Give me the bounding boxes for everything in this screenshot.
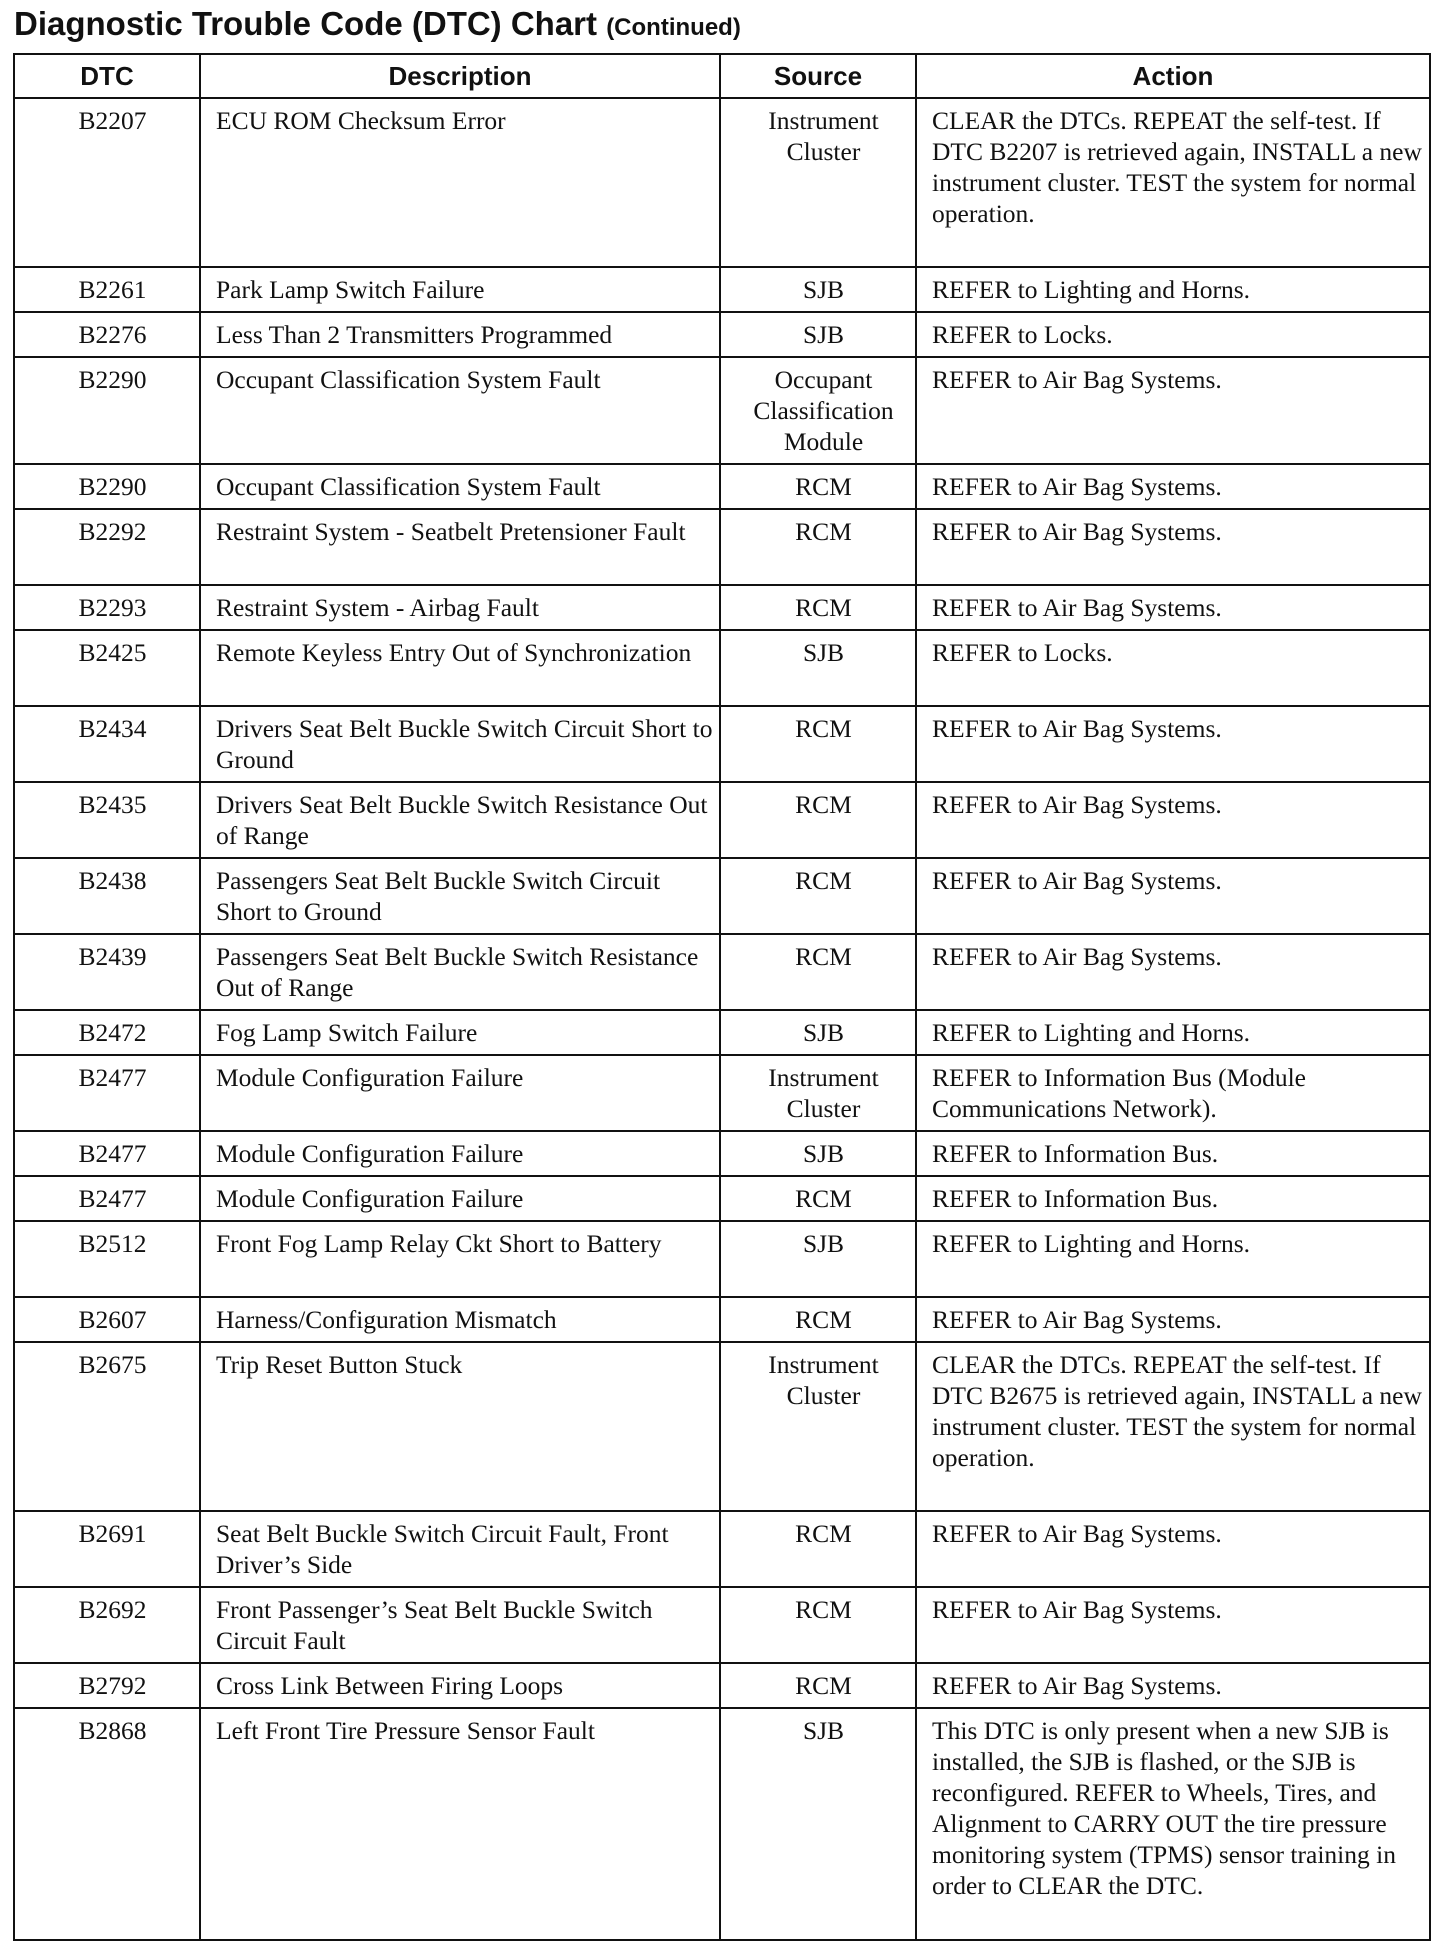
dtc-description: Passengers Seat Belt Buckle Switch Resistance Out of Range <box>200 934 720 1010</box>
dtc-source: RCM <box>720 1587 916 1663</box>
table-row <box>14 1221 1430 1297</box>
dtc-action: CLEAR the DTCs. REPEAT the self-test. If DTC B2675 is retrieved again, INSTALL a new instrument cluster. TEST the system for normal operation. <box>916 1342 1430 1511</box>
page-title <box>14 2 741 50</box>
dtc-code: B2675 <box>14 1342 200 1511</box>
dtc-description: ECU ROM Checksum Error <box>200 98 720 267</box>
dtc-action: REFER to Locks. <box>916 312 1430 357</box>
table-row <box>14 509 1430 585</box>
table-row <box>14 1010 1430 1055</box>
table-row <box>14 1131 1430 1176</box>
column-header-dtc: DTC <box>14 54 200 98</box>
dtc-source: RCM <box>720 706 916 782</box>
dtc-description: Left Front Tire Pressure Sensor Fault <box>200 1708 720 1940</box>
table-row <box>14 934 1430 1010</box>
table-row <box>14 98 1430 267</box>
dtc-action: REFER to Information Bus. <box>916 1176 1430 1221</box>
table-row <box>14 464 1430 509</box>
table-row <box>14 312 1430 357</box>
table-row <box>14 1663 1430 1708</box>
dtc-description: Module Configuration Failure <box>200 1131 720 1176</box>
dtc-source: Instrument Cluster <box>720 1055 916 1131</box>
table-row <box>14 357 1430 464</box>
dtc-action: REFER to Air Bag Systems. <box>916 357 1430 464</box>
dtc-code: B2691 <box>14 1511 200 1587</box>
dtc-source: SJB <box>720 1131 916 1176</box>
dtc-source: RCM <box>720 464 916 509</box>
dtc-source: RCM <box>720 858 916 934</box>
dtc-action: REFER to Air Bag Systems. <box>916 1511 1430 1587</box>
dtc-action: REFER to Air Bag Systems. <box>916 464 1430 509</box>
dtc-source: SJB <box>720 1708 916 1940</box>
dtc-code: B2868 <box>14 1708 200 1940</box>
dtc-action: REFER to Air Bag Systems. <box>916 706 1430 782</box>
dtc-source: RCM <box>720 782 916 858</box>
dtc-code: B2292 <box>14 509 200 585</box>
dtc-code: B2425 <box>14 630 200 706</box>
dtc-action: REFER to Air Bag Systems. <box>916 1663 1430 1708</box>
dtc-code: B2512 <box>14 1221 200 1297</box>
dtc-action: REFER to Air Bag Systems. <box>916 509 1430 585</box>
table-row <box>14 782 1430 858</box>
dtc-description: Front Fog Lamp Relay Ckt Short to Battery <box>200 1221 720 1297</box>
title-continued: (Continued) <box>606 14 741 41</box>
dtc-code: B2477 <box>14 1176 200 1221</box>
table-row <box>14 1708 1430 1940</box>
dtc-code: B2438 <box>14 858 200 934</box>
header-row <box>14 54 1430 98</box>
dtc-code: B2439 <box>14 934 200 1010</box>
dtc-action: REFER to Information Bus. <box>916 1131 1430 1176</box>
dtc-description: Drivers Seat Belt Buckle Switch Circuit Short to Ground <box>200 706 720 782</box>
dtc-description: Restraint System - Seatbelt Pretensioner Fault <box>200 509 720 585</box>
dtc-code: B2207 <box>14 98 200 267</box>
dtc-action: This DTC is only present when a new SJB is installed, the SJB is flashed, or the SJB is reconfigured. REFER to Wheels, Tires, and Alignment to CARRY OUT the tire pressure monitoring system (TPMS) sensor training in order to CLEAR the DTC. <box>916 1708 1430 1940</box>
dtc-source: RCM <box>720 1297 916 1342</box>
dtc-source: RCM <box>720 1663 916 1708</box>
dtc-action: REFER to Locks. <box>916 630 1430 706</box>
table-row <box>14 858 1430 934</box>
dtc-source: RCM <box>720 585 916 630</box>
dtc-code: B2792 <box>14 1663 200 1708</box>
dtc-action: REFER to Lighting and Horns. <box>916 1010 1430 1055</box>
dtc-description: Remote Keyless Entry Out of Synchronization <box>200 630 720 706</box>
dtc-action: REFER to Air Bag Systems. <box>916 858 1430 934</box>
dtc-source: SJB <box>720 312 916 357</box>
table-row <box>14 1176 1430 1221</box>
dtc-code: B2290 <box>14 357 200 464</box>
dtc-action: REFER to Air Bag Systems. <box>916 585 1430 630</box>
dtc-code: B2276 <box>14 312 200 357</box>
dtc-source: Instrument Cluster <box>720 98 916 267</box>
table-row <box>14 630 1430 706</box>
dtc-action: REFER to Lighting and Horns. <box>916 267 1430 312</box>
dtc-source: Instrument Cluster <box>720 1342 916 1511</box>
dtc-action: REFER to Air Bag Systems. <box>916 934 1430 1010</box>
table-row <box>14 1587 1430 1663</box>
dtc-source: SJB <box>720 630 916 706</box>
dtc-description: Passengers Seat Belt Buckle Switch Circuit Short to Ground <box>200 858 720 934</box>
dtc-action: REFER to Air Bag Systems. <box>916 1587 1430 1663</box>
dtc-code: B2435 <box>14 782 200 858</box>
dtc-description: Occupant Classification System Fault <box>200 357 720 464</box>
dtc-action: REFER to Information Bus (Module Communications Network). <box>916 1055 1430 1131</box>
table-row <box>14 267 1430 312</box>
dtc-code: B2261 <box>14 267 200 312</box>
column-header-source: Source <box>720 54 916 98</box>
dtc-code: B2293 <box>14 585 200 630</box>
dtc-code: B2692 <box>14 1587 200 1663</box>
dtc-description: Front Passenger’s Seat Belt Buckle Switch Circuit Fault <box>200 1587 720 1663</box>
dtc-source: RCM <box>720 509 916 585</box>
dtc-source: SJB <box>720 1221 916 1297</box>
dtc-description: Less Than 2 Transmitters Programmed <box>200 312 720 357</box>
column-header-action: Action <box>916 54 1430 98</box>
table-row <box>14 1055 1430 1131</box>
dtc-action: CLEAR the DTCs. REPEAT the self-test. If DTC B2207 is retrieved again, INSTALL a new instrument cluster. TEST the system for normal operation. <box>916 98 1430 267</box>
dtc-code: B2477 <box>14 1055 200 1131</box>
dtc-source: SJB <box>720 1010 916 1055</box>
dtc-source: SJB <box>720 267 916 312</box>
dtc-description: Occupant Classification System Fault <box>200 464 720 509</box>
table-row <box>14 585 1430 630</box>
dtc-source: RCM <box>720 934 916 1010</box>
table-row <box>14 1297 1430 1342</box>
dtc-description: Restraint System - Airbag Fault <box>200 585 720 630</box>
title-text: Diagnostic Trouble Code (DTC) Chart <box>14 5 598 42</box>
dtc-description: Harness/Configuration Mismatch <box>200 1297 720 1342</box>
dtc-action: REFER to Air Bag Systems. <box>916 1297 1430 1342</box>
dtc-code: B2434 <box>14 706 200 782</box>
dtc-description: Cross Link Between Firing Loops <box>200 1663 720 1708</box>
dtc-table <box>13 53 1431 1941</box>
table-row <box>14 1342 1430 1511</box>
dtc-description: Trip Reset Button Stuck <box>200 1342 720 1511</box>
table-row <box>14 1511 1430 1587</box>
dtc-source: Occupant Classification Module <box>720 357 916 464</box>
dtc-description: Park Lamp Switch Failure <box>200 267 720 312</box>
dtc-code: B2290 <box>14 464 200 509</box>
dtc-action: REFER to Air Bag Systems. <box>916 782 1430 858</box>
column-header-description: Description <box>200 54 720 98</box>
dtc-description: Seat Belt Buckle Switch Circuit Fault, Front Driver’s Side <box>200 1511 720 1587</box>
dtc-description: Fog Lamp Switch Failure <box>200 1010 720 1055</box>
dtc-description: Module Configuration Failure <box>200 1055 720 1131</box>
dtc-source: RCM <box>720 1511 916 1587</box>
table-row <box>14 706 1430 782</box>
dtc-action: REFER to Lighting and Horns. <box>916 1221 1430 1297</box>
dtc-code: B2607 <box>14 1297 200 1342</box>
dtc-code: B2477 <box>14 1131 200 1176</box>
dtc-code: B2472 <box>14 1010 200 1055</box>
dtc-source: RCM <box>720 1176 916 1221</box>
dtc-description: Module Configuration Failure <box>200 1176 720 1221</box>
dtc-description: Drivers Seat Belt Buckle Switch Resistance Out of Range <box>200 782 720 858</box>
